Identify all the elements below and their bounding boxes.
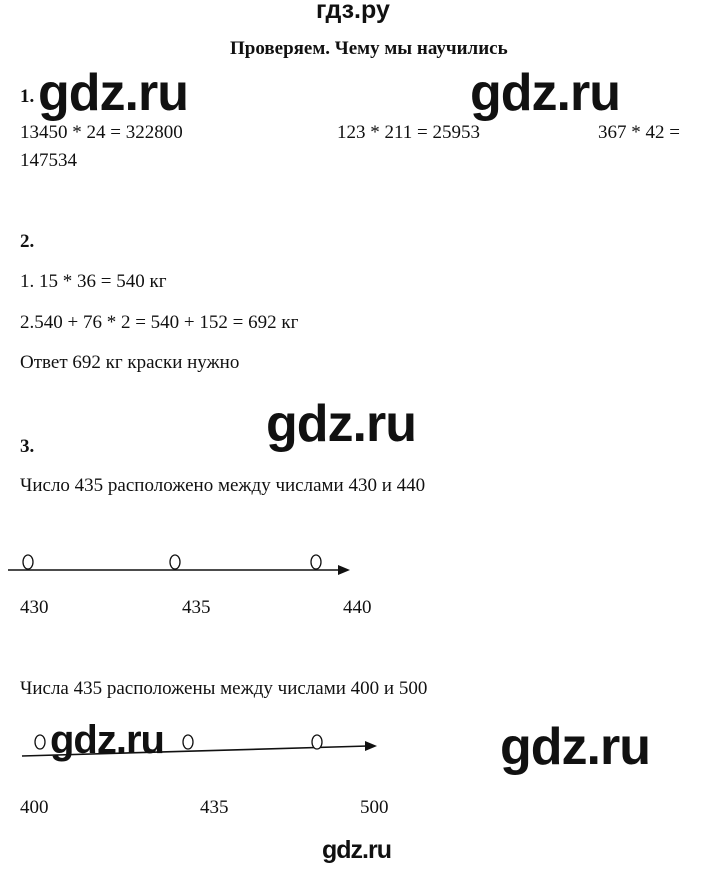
line1-label-right: 440 bbox=[343, 597, 372, 618]
number-line-1-arrowhead bbox=[338, 565, 350, 575]
task1-label: 1. bbox=[20, 86, 35, 107]
number-line-1 bbox=[0, 548, 360, 582]
line2-label-right: 500 bbox=[360, 797, 389, 818]
task2-label: 2. bbox=[20, 231, 35, 252]
task1-eq3-result: 147534 bbox=[20, 150, 77, 171]
task1-eq2: 123 * 211 = 25953 bbox=[337, 122, 481, 143]
number-line-1-point-435 bbox=[170, 555, 180, 569]
number-line-1-point-440 bbox=[311, 555, 321, 569]
page-title: Проверяем. Чему мы научились bbox=[230, 38, 508, 59]
line2-label-left: 400 bbox=[20, 797, 49, 818]
task3-text1: Число 435 расположено между числами 430 и 440 bbox=[20, 475, 426, 496]
watermark-3: gdz.ru bbox=[266, 395, 416, 453]
line1-label-mid: 435 bbox=[182, 597, 211, 618]
number-line-2-point-500 bbox=[312, 735, 322, 749]
watermark-5: gdz.ru bbox=[500, 718, 650, 776]
footer-watermark: gdz.ru bbox=[322, 836, 391, 864]
task3-label: 3. bbox=[20, 436, 35, 457]
watermark-2: gdz.ru bbox=[470, 64, 620, 122]
number-line-2-point-435 bbox=[183, 735, 193, 749]
number-line-1-point-430 bbox=[23, 555, 33, 569]
line1-label-left: 430 bbox=[20, 597, 49, 618]
watermark-1: gdz.ru bbox=[38, 64, 188, 122]
task2-answer: Ответ 692 кг краски нужно bbox=[20, 352, 240, 373]
task1-eq3: 367 * 42 = bbox=[598, 122, 680, 143]
number-line-2-arrowhead bbox=[365, 741, 377, 751]
watermark-4: gdz.ru bbox=[50, 718, 164, 762]
site-header: гдз.ру bbox=[316, 0, 390, 24]
task2-step1: 1. 15 * 36 = 540 кг bbox=[20, 271, 167, 292]
task1-eq1: 13450 * 24 = 322800 bbox=[20, 122, 183, 143]
task2-step2: 2.540 + 76 * 2 = 540 + 152 = 692 кг bbox=[20, 312, 299, 333]
number-line-2-point-400 bbox=[35, 735, 45, 749]
line2-label-mid: 435 bbox=[200, 797, 229, 818]
task3-text2: Числа 435 расположены между числами 400 и 500 bbox=[20, 678, 428, 699]
